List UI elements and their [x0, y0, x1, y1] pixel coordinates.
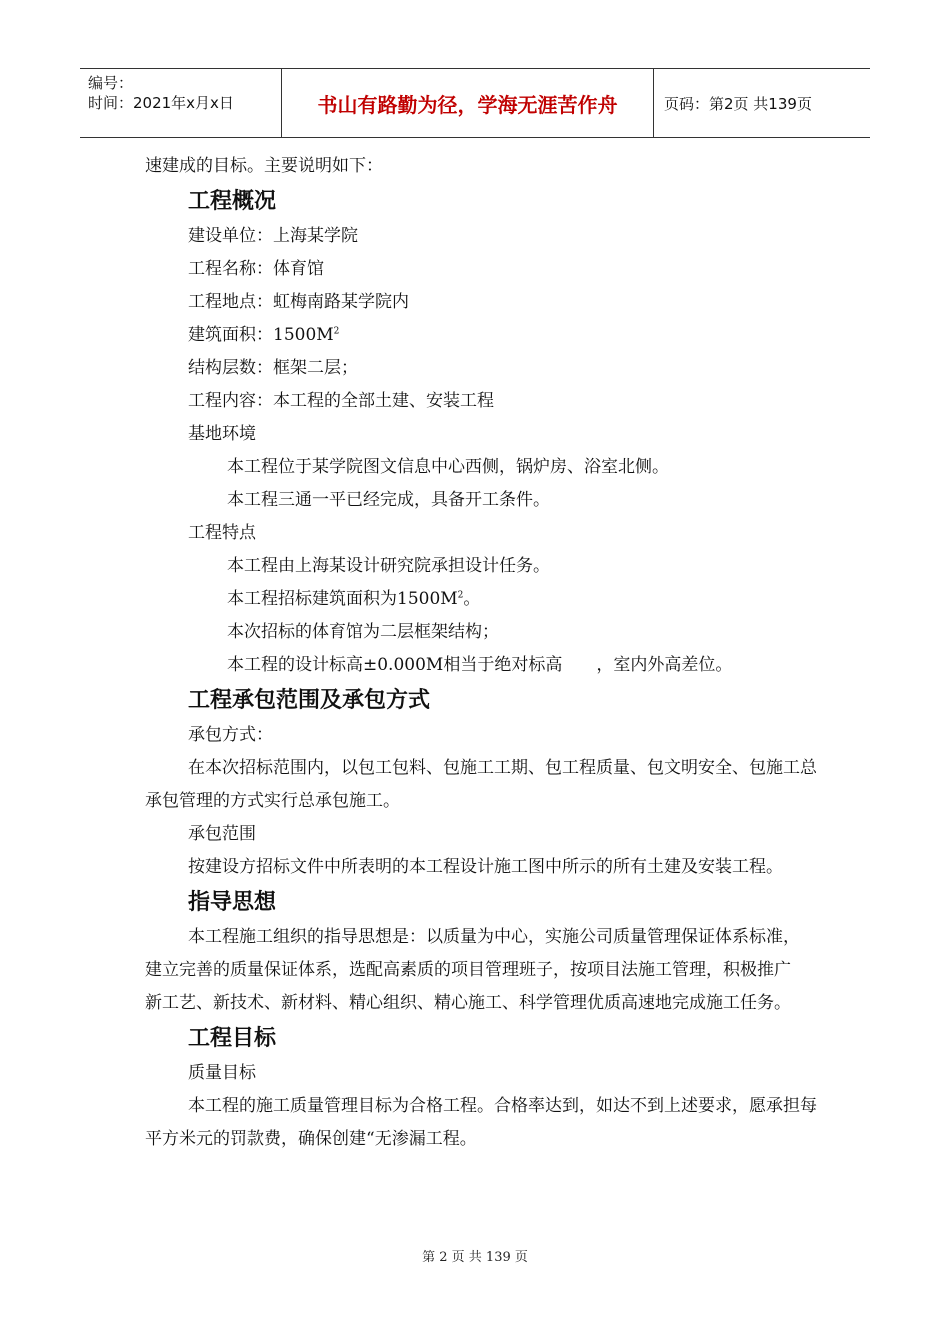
section-heading-contract: 工程承包范围及承包方式 [188, 688, 431, 713]
feature-2 [145, 583, 825, 616]
overview-name: 工程名称：体育馆 [188, 259, 324, 279]
feature-2-text: 本工程招标建筑面积为1500M [227, 589, 458, 609]
feature-4-text-b: ，室内外高差位。 [596, 655, 733, 675]
overview-unit: 建设单位：上海某学院 [188, 226, 358, 246]
site-text-2: 本工程三通一平已经完成，具备开工条件。 [227, 490, 550, 510]
quality-heading: 质量目标 [188, 1063, 256, 1083]
contract-range-text: 按建设方招标文件中所表明的本工程设计施工图中所示的所有土建及安装工程。 [188, 857, 783, 877]
overview-floors: 结构层数：框架二层； [188, 358, 358, 378]
doc-time: 时间：2021年x月x日 [88, 94, 234, 112]
feature-4-text-a: 本工程的设计标高±0.000M相当于绝对标高 [227, 655, 563, 675]
page-footer: 第 2 页 共 139 页 [422, 1250, 528, 1265]
header-motto: 书山有路勤为径，学海无涯苦作舟 [282, 69, 654, 137]
page-header [80, 68, 870, 138]
overview-area [145, 319, 825, 352]
overview-location: 工程地点：虹梅南路某学院内 [188, 292, 409, 312]
area-label: 建筑面积：1500M [188, 325, 334, 345]
quality-text: 本工程的施工质量管理目标为合格工程。合格率达到，如达不到上述要求，愿承担每平方米元的罚款费，确保创建“无渗漏工程。 [145, 1096, 817, 1149]
feature-1: 本工程由上海某设计研究院承担设计任务。 [227, 556, 550, 576]
section-heading-goals: 工程目标 [188, 1026, 277, 1051]
document-body [145, 150, 825, 1156]
guiding-text: 本工程施工组织的指导思想是：以质量为中心，实施公司质量管理保证体系标准，建立完善的质量保证体系，选配高素质的项目管理班子，按项目法施工管理，积极推广新工艺、新技术、新材料、精心组织、精心施工、科学管理优质高速地完成施工任务。 [145, 927, 800, 1013]
overview-scope: 工程内容：本工程的全部土建、安装工程 [188, 391, 494, 411]
contract-mode-heading: 承包方式： [188, 725, 273, 745]
feature-3: 本次招标的体育馆为二层框架结构； [227, 622, 499, 642]
section-heading-guiding: 指导思想 [188, 890, 277, 915]
contract-mode-text: 在本次招标范围内，以包工包料、包施工工期、包工程质量、包文明安全、包施工总承包管理的方式实行总承包施工。 [145, 758, 817, 811]
intro-text: 速建成的目标。主要说明如下： [145, 156, 383, 176]
site-text-1: 本工程位于某学院图文信息中心西侧，锅炉房、浴室北侧。 [227, 457, 669, 477]
contract-range-heading: 承包范围 [188, 824, 256, 844]
feature-2-end: 。 [463, 589, 481, 609]
doc-number: 编号： [88, 74, 134, 92]
features-heading: 工程特点 [188, 523, 256, 543]
feature-4 [145, 649, 825, 682]
section-heading-overview: 工程概况 [188, 189, 277, 214]
site-heading: 基地环境 [188, 424, 256, 444]
header-page-info: 页码：第2页 共139页 [664, 94, 812, 113]
area-superscript: 2 [333, 326, 340, 337]
header-meta [80, 69, 282, 137]
feature-2-superscript: 2 [457, 590, 464, 601]
